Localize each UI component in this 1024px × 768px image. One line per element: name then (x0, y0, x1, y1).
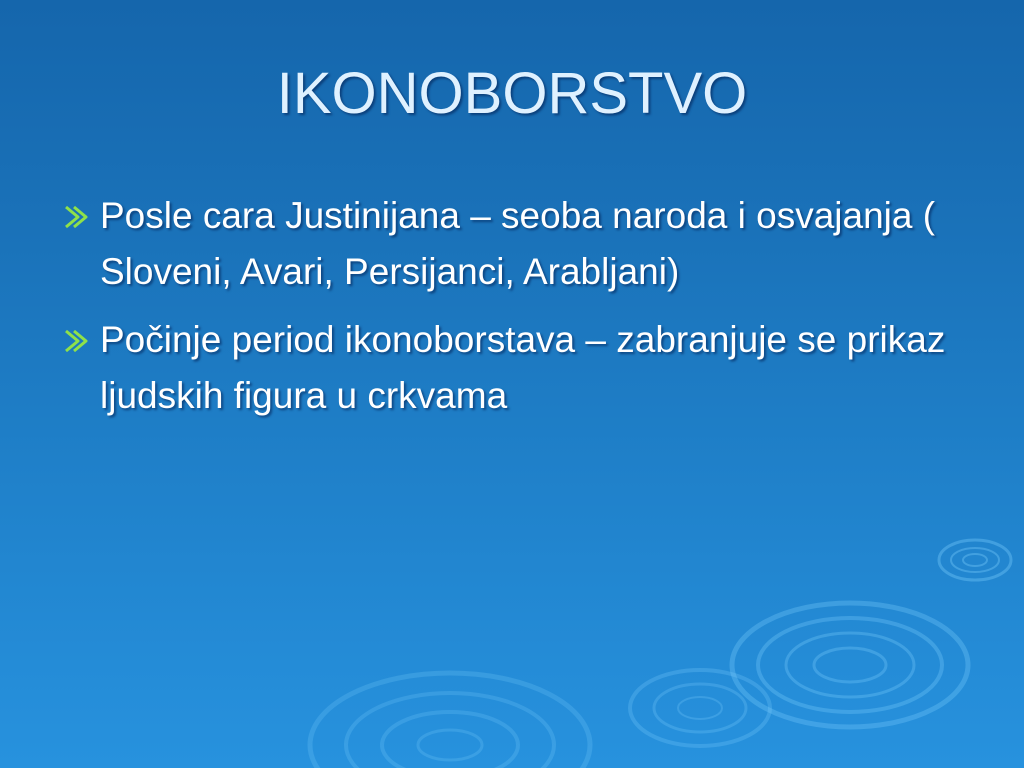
ripple-large-bottom (310, 673, 590, 768)
ripple-small-right (939, 540, 1011, 580)
bullet-text: Počinje period ikonoborstava – zabranjuje se prikaz ljudskih figura u crkvama (100, 319, 946, 416)
bullet-item (62, 188, 962, 300)
bullet-text: Posle cara Justinijana – seoba naroda i osvajanja ( Sloveni, Avari, Persijanci, Arabljani) (100, 195, 936, 292)
bullet-list (62, 188, 962, 436)
ripple-mid (630, 670, 770, 746)
arrow-bullet-icon (62, 327, 92, 355)
slide-title: IKONOBORSTVO (276, 61, 748, 126)
bullet-item (62, 312, 962, 424)
ripple-large-right (732, 603, 968, 727)
arrow-bullet-icon (62, 203, 92, 231)
